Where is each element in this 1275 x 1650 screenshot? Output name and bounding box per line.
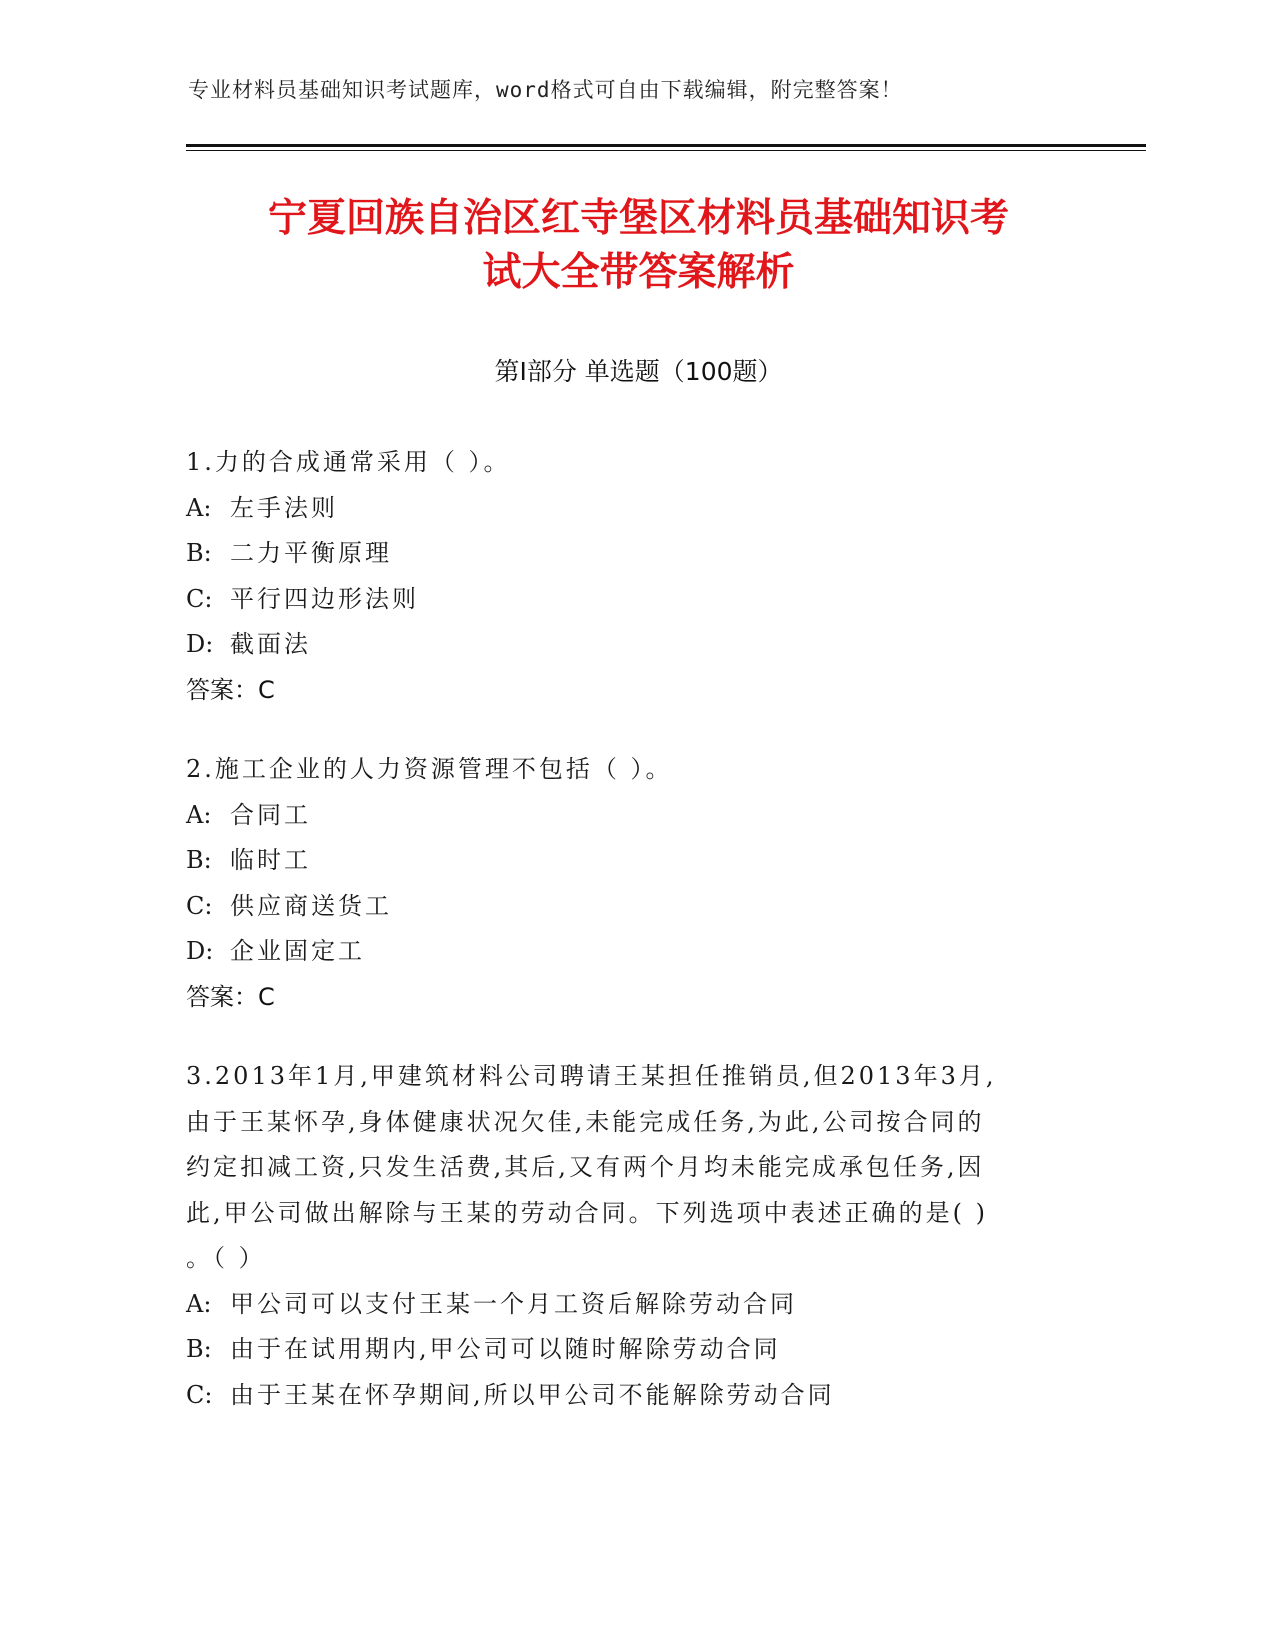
title-line-2: 试大全带答案解析 (482, 250, 795, 295)
option-letter: C: (186, 584, 213, 613)
option-c (186, 1373, 1086, 1419)
option-text: 由于王某在怀孕期间,所以甲公司不能解除劳动合同 (230, 1380, 835, 1409)
option-letter: D: (186, 937, 214, 965)
question-stem-line-3: 约定扣减工资,只发生活费,其后,又有两个月均未能完成承包任务,因 (186, 1153, 985, 1181)
document-title (186, 192, 1091, 300)
option-a (186, 793, 1086, 839)
title-line-1: 宁夏回族自治区红寺堡区材料员基础知识考 (267, 196, 1009, 241)
option-d (186, 622, 1086, 668)
question-stem-line-1: 3.2013年1月,甲建筑材料公司聘请王某担任推销员,但2013年3月, (186, 1062, 997, 1090)
option-b (186, 838, 1086, 884)
option-c (186, 577, 1086, 623)
answer-line: 答案：C (186, 982, 275, 1011)
option-letter: B: (186, 846, 212, 874)
option-b (186, 1327, 1086, 1373)
question-stem-line-5: 。（ ） (186, 1244, 266, 1272)
header-note: 专业材料员基础知识考试题库，word格式可自由下载编辑，附完整答案！ (188, 78, 903, 102)
option-text: 甲公司可以支付王某一个月工资后解除劳动合同 (230, 1289, 797, 1318)
option-letter: B: (186, 539, 212, 567)
question-3 (186, 1054, 1086, 1418)
option-text: 合同工 (230, 800, 311, 829)
section-title: 第Ⅰ部分 单选题（100题） (494, 357, 783, 386)
option-text: 二力平衡原理 (230, 539, 392, 567)
question-stem: 1.力的合成通常采用（ ）。 (186, 448, 511, 476)
option-b (186, 531, 1086, 577)
option-letter: B: (186, 1335, 212, 1363)
question-stem: 2.施工企业的人力资源管理不包括（ ）。 (186, 755, 673, 783)
answer-line: 答案：C (186, 675, 275, 704)
header-rule-thin (186, 150, 1146, 151)
question-1 (186, 440, 1086, 713)
option-text: 左手法则 (230, 493, 338, 522)
option-letter: A: (186, 493, 212, 522)
option-text: 平行四边形法则 (230, 584, 419, 613)
question-list (186, 440, 1086, 1452)
option-text: 企业固定工 (230, 937, 365, 965)
option-a (186, 1282, 1086, 1328)
option-d (186, 929, 1086, 975)
option-letter: C: (186, 1380, 213, 1409)
question-stem-line-2: 由于王某怀孕,身体健康状况欠佳,未能完成任务,为此,公司按合同的 (186, 1107, 985, 1136)
question-stem-line-4: 此,甲公司做出解除与王某的劳动合同。下列选项中表述正确的是( ) (186, 1198, 988, 1227)
question-2 (186, 747, 1086, 1020)
option-text: 由于在试用期内,甲公司可以随时解除劳动合同 (230, 1335, 781, 1363)
option-a (186, 486, 1086, 532)
option-letter: D: (186, 630, 214, 658)
option-text: 临时工 (230, 846, 311, 874)
option-text: 供应商送货工 (230, 891, 392, 920)
option-letter: C: (186, 891, 213, 920)
option-c (186, 884, 1086, 930)
option-letter: A: (186, 800, 212, 829)
option-letter: A: (186, 1289, 212, 1318)
option-text: 截面法 (230, 630, 311, 658)
header-rule-thick (186, 144, 1146, 147)
